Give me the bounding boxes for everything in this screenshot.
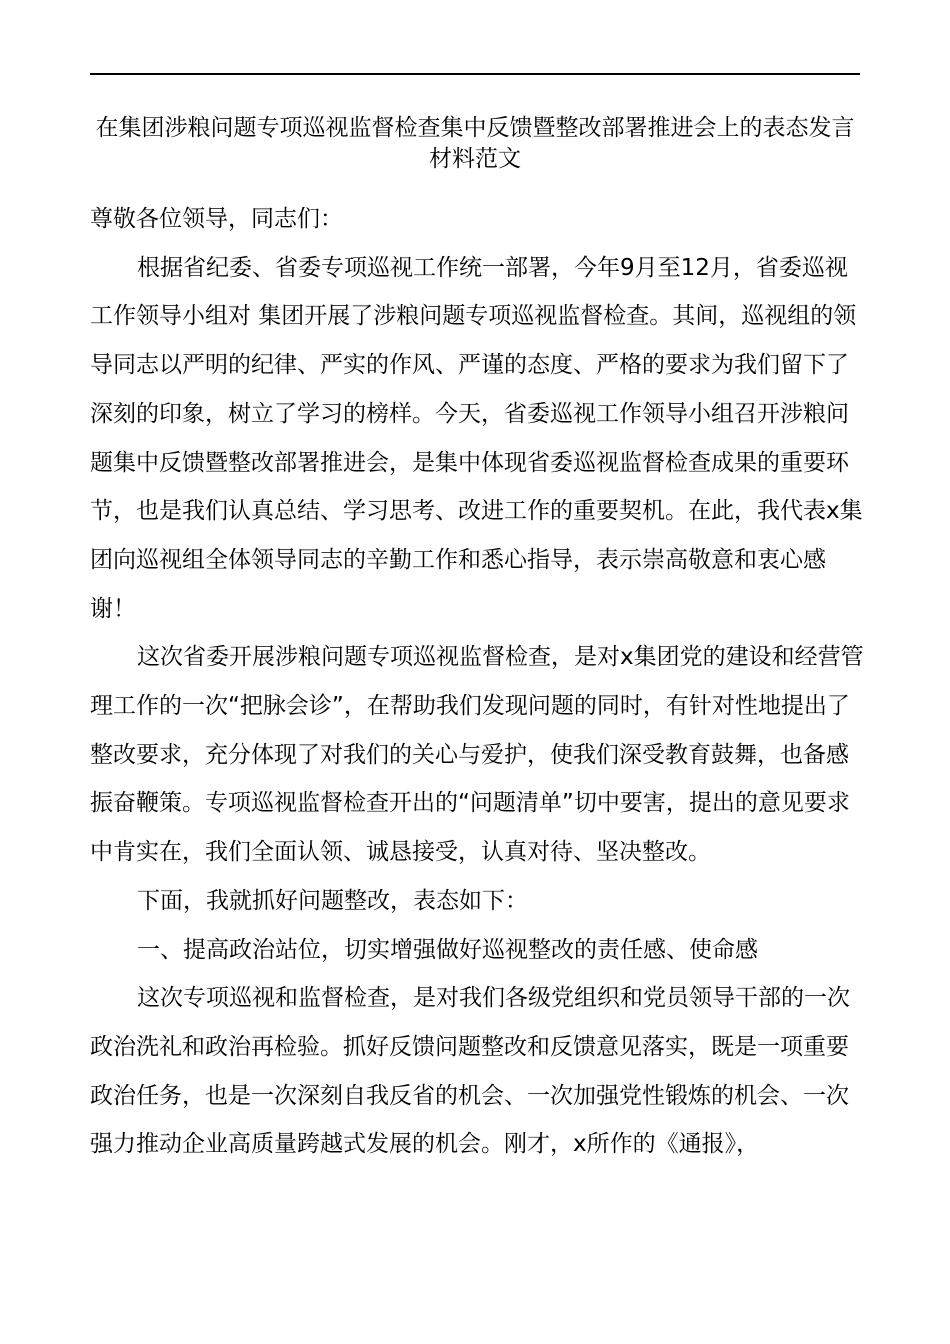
document-title: 在集团涉粮问题专项巡视监督检查集中反馈暨整改部署推进会上的表态发言材料范文 xyxy=(95,115,855,172)
paragraph-inspection: 这次省委开展涉粮问题专项巡视监督检查，是对x集团党的建设和经营管理工作的一次“把脉会诊”，在帮助我们发现问题的同时，有针对性地提出了整改要求，充分体现了对我们的关心与爱护，使我们深受教育鼓舞，也备感振奋鞭策。专项巡视监督检查开出的“问题清单”切中要害，提出的意见要求中肯实在，我们全面认领、诚恳接受，认真对待、坚决整改。 xyxy=(90,644,864,866)
paragraph-statement-lead: 下面，我就抓好问题整改，表态如下： xyxy=(137,887,528,914)
document-body xyxy=(90,195,866,1169)
header-rule xyxy=(90,73,860,75)
paragraph-intro: 根据省纪委、省委专项巡视工作统一部署，今年9月至12月，省委巡视工作领导小组对 集团开展了涉粮问题专项巡视监督检查。其间，巡视组的领导同志以严明的纪律、严实的作风、严谨的态度、严格的要求为我们留下了深刻的印象，树立了学习的榜样。今天，省委巡视工作领导小组召开涉粮问题集中反馈暨整改部署推进会，是集中体现省委巡视监督检查成果的重要环节，也是我们认真总结、学习思考、改进工作的重要契机。在此，我代表x集团向巡视组全体领导同志的辛勤工作和悉心指导，表示崇高敬意和衷心感谢！ xyxy=(90,254,863,622)
section-heading-1: 一、提高政治站位，切实增强做好巡视整改的责任感、使命感 xyxy=(137,936,758,963)
paragraph-section-1: 这次专项巡视和监督检查，是对我们各级党组织和党员领导干部的一次政治洗礼和政治再检验。抓好反馈问题整改和反馈意见落实，既是一项重要政治任务，也是一次深刻自我反省的机会、一次加强党性锻炼的机会、一次强力推动企业高质量跨越式发展的机会。刚才，x所作的《通报》， xyxy=(90,985,850,1158)
salutation: 尊敬各位领导，同志们： xyxy=(90,206,343,232)
